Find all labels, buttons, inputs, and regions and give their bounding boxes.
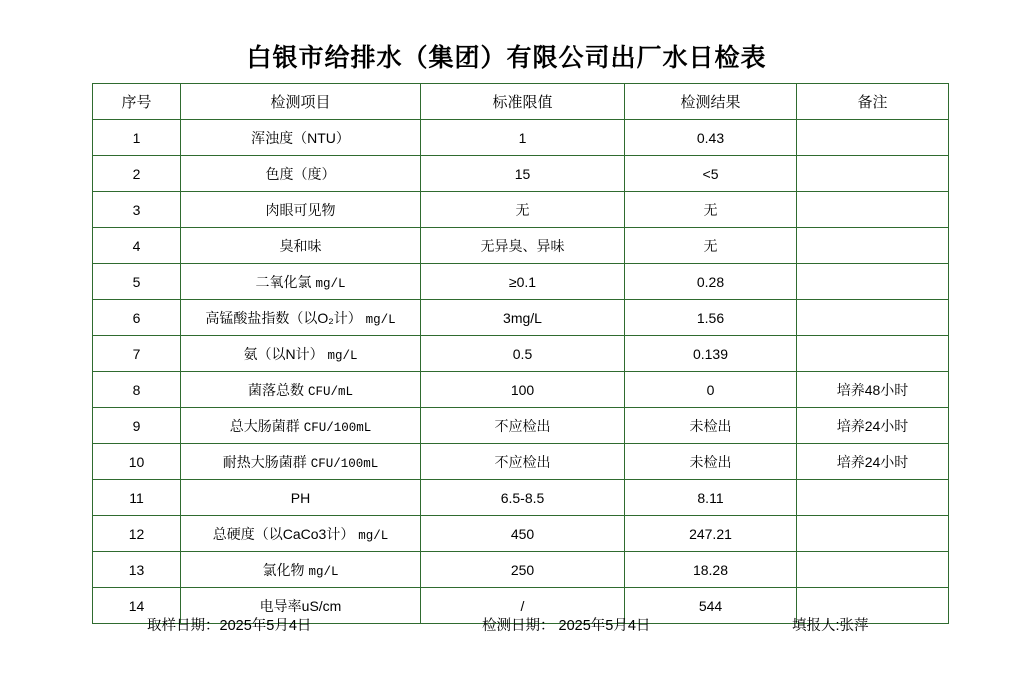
cell-item xyxy=(181,264,421,300)
cell-standard: 无 xyxy=(421,192,625,228)
table-row xyxy=(93,408,949,444)
cell-standard: 15 xyxy=(421,156,625,192)
cell-result: 无 xyxy=(625,192,797,228)
cell-standard: / xyxy=(421,588,625,624)
cell-note xyxy=(797,264,949,300)
column-header-result: 检测结果 xyxy=(625,84,797,120)
cell-item xyxy=(181,120,421,156)
cell-result: 0.43 xyxy=(625,120,797,156)
table-row xyxy=(93,552,949,588)
table-row xyxy=(93,480,949,516)
column-header-standard: 标准限值 xyxy=(421,84,625,120)
cell-no: 11 xyxy=(93,480,181,516)
column-header-item: 检测项目 xyxy=(181,84,421,120)
item-unit: CFU/100mL xyxy=(303,420,372,435)
column-header-note: 备注 xyxy=(797,84,949,120)
table-row xyxy=(93,156,949,192)
sampling-date: 取样日期：2025年5月4日 xyxy=(147,618,312,634)
table-body xyxy=(93,120,949,624)
item-name: 高锰酸盐指数（以O₂计） xyxy=(205,309,362,326)
cell-item xyxy=(181,300,421,336)
cell-note xyxy=(797,192,949,228)
table-header-row xyxy=(93,84,949,120)
table-row xyxy=(93,336,949,372)
cell-no: 13 xyxy=(93,552,181,588)
cell-note xyxy=(797,516,949,552)
cell-note: 培养48小时 xyxy=(797,372,949,408)
cell-standard: 1 xyxy=(421,120,625,156)
cell-item xyxy=(181,192,421,228)
cell-item xyxy=(181,444,421,480)
item-unit: mg/L xyxy=(315,276,346,291)
cell-note xyxy=(797,552,949,588)
item-name: 电导率uS/cm xyxy=(259,597,342,614)
item-name: 总大肠菌群 xyxy=(229,417,300,434)
cell-no: 8 xyxy=(93,372,181,408)
item-name: 氯化物 xyxy=(262,561,305,578)
cell-standard: 100 xyxy=(421,372,625,408)
cell-item xyxy=(181,552,421,588)
item-unit: CFU/mL xyxy=(307,384,353,399)
item-name: 耐热大肠菌群 xyxy=(222,453,307,470)
table-row xyxy=(93,444,949,480)
cell-no: 10 xyxy=(93,444,181,480)
cell-result: 0.139 xyxy=(625,336,797,372)
cell-no: 1 xyxy=(93,120,181,156)
cell-result: 未检出 xyxy=(625,408,797,444)
item-unit: CFU/100mL xyxy=(310,456,379,471)
cell-result: 8.11 xyxy=(625,480,797,516)
cell-standard: 不应检出 xyxy=(421,408,625,444)
item-unit: mg/L xyxy=(308,564,339,579)
item-unit: mg/L xyxy=(365,312,396,327)
cell-no: 5 xyxy=(93,264,181,300)
cell-note xyxy=(797,480,949,516)
item-name: 臭和味 xyxy=(279,237,322,254)
cell-no: 12 xyxy=(93,516,181,552)
item-name: 浑浊度（NTU） xyxy=(251,129,350,146)
cell-item xyxy=(181,516,421,552)
cell-no: 4 xyxy=(93,228,181,264)
table-row xyxy=(93,372,949,408)
cell-result: 544 xyxy=(625,588,797,624)
cell-standard: 0.5 xyxy=(421,336,625,372)
cell-note xyxy=(797,228,949,264)
cell-result: 未检出 xyxy=(625,444,797,480)
cell-result: 0 xyxy=(625,372,797,408)
item-name: 二氧化氯 xyxy=(255,273,312,290)
cell-item xyxy=(181,228,421,264)
cell-no: 14 xyxy=(93,588,181,624)
page-title: 白银市给排水（集团）有限公司出厂水日检表 xyxy=(246,45,767,72)
cell-result: 0.28 xyxy=(625,264,797,300)
table-row xyxy=(93,300,949,336)
cell-no: 7 xyxy=(93,336,181,372)
table-row xyxy=(93,264,949,300)
cell-standard: 6.5-8.5 xyxy=(421,480,625,516)
cell-standard: 250 xyxy=(421,552,625,588)
item-name: PH xyxy=(290,489,311,506)
cell-note xyxy=(797,156,949,192)
cell-standard: 450 xyxy=(421,516,625,552)
footer xyxy=(92,614,948,642)
table-row xyxy=(93,516,949,552)
column-header-no: 序号 xyxy=(93,84,181,120)
table-row xyxy=(93,228,949,264)
item-name: 氨（以N计） xyxy=(243,345,324,362)
cell-no: 6 xyxy=(93,300,181,336)
table-header xyxy=(93,84,949,120)
table-row xyxy=(93,192,949,228)
cell-result: 247.21 xyxy=(625,516,797,552)
cell-item xyxy=(181,336,421,372)
cell-result: 无 xyxy=(625,228,797,264)
cell-no: 2 xyxy=(93,156,181,192)
cell-standard: 不应检出 xyxy=(421,444,625,480)
item-unit: mg/L xyxy=(327,348,358,363)
cell-no: 9 xyxy=(93,408,181,444)
cell-standard: 3mg/L xyxy=(421,300,625,336)
cell-note xyxy=(797,120,949,156)
cell-item xyxy=(181,480,421,516)
water-quality-table xyxy=(92,83,949,624)
cell-note xyxy=(797,300,949,336)
item-name: 总硬度（以CaCo3计） xyxy=(212,525,355,542)
cell-no: 3 xyxy=(93,192,181,228)
cell-standard: 无异臭、异味 xyxy=(421,228,625,264)
table-row xyxy=(93,120,949,156)
cell-note: 培养24小时 xyxy=(797,444,949,480)
item-name: 色度（度） xyxy=(265,165,336,182)
reporter-name: 填报人:张萍 xyxy=(792,618,869,634)
item-unit: mg/L xyxy=(358,528,389,543)
cell-standard: ≥0.1 xyxy=(421,264,625,300)
cell-result: 18.28 xyxy=(625,552,797,588)
cell-item xyxy=(181,372,421,408)
cell-item xyxy=(181,408,421,444)
cell-result: <5 xyxy=(625,156,797,192)
cell-note: 培养24小时 xyxy=(797,408,949,444)
cell-note xyxy=(797,336,949,372)
cell-result: 1.56 xyxy=(625,300,797,336)
cell-item xyxy=(181,156,421,192)
item-name: 菌落总数 xyxy=(248,381,305,398)
testing-date: 检测日期： 2025年5月4日 xyxy=(482,618,651,634)
item-name: 肉眼可见物 xyxy=(265,201,336,218)
